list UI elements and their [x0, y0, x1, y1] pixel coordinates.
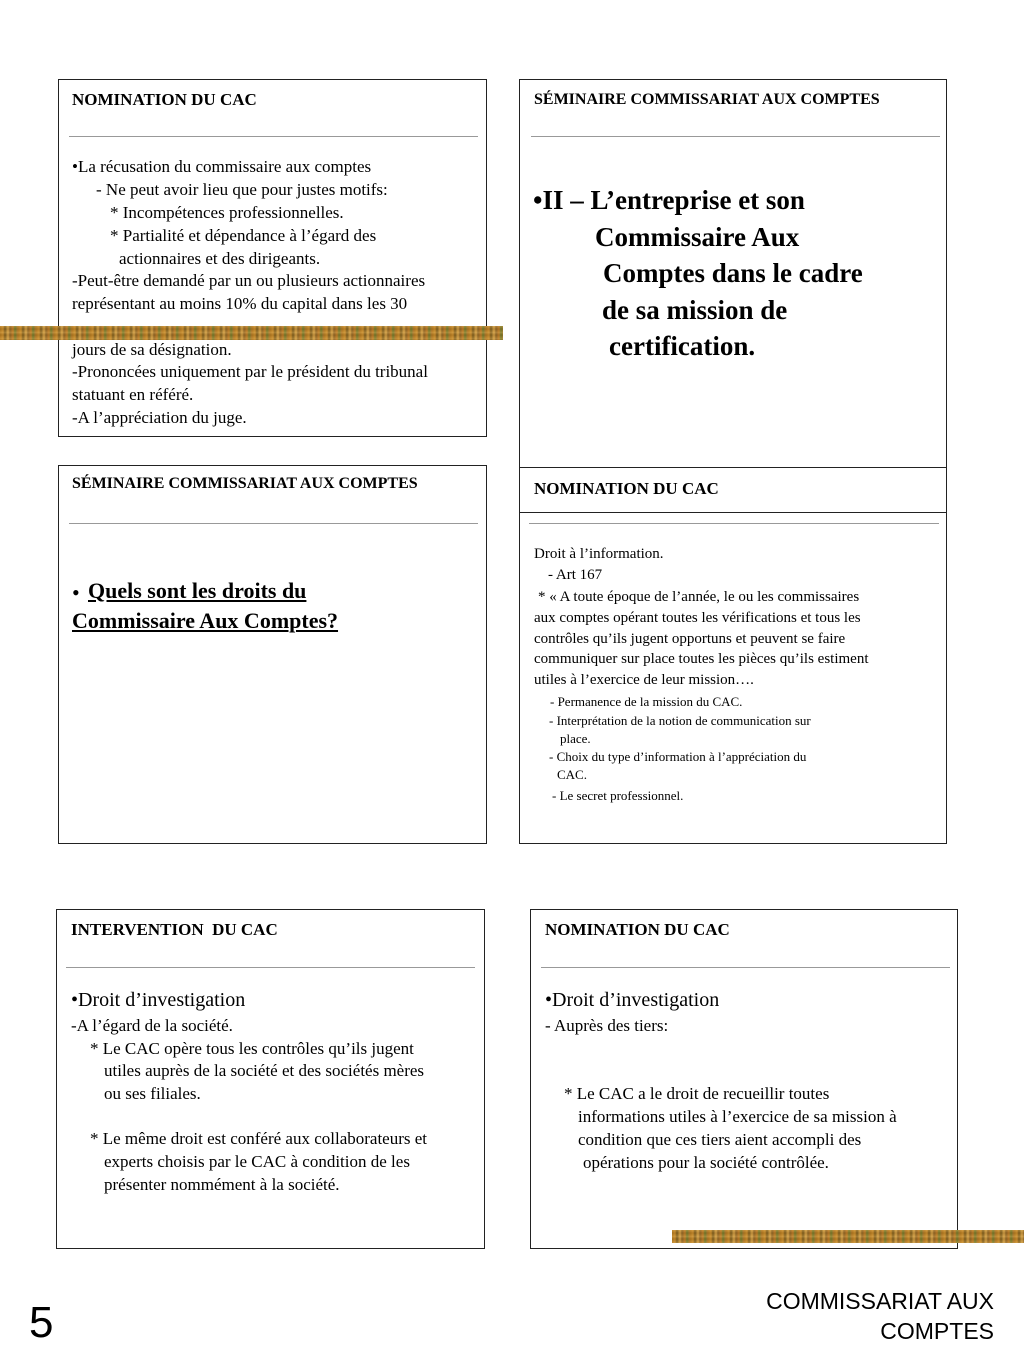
bullet-glyph: •	[72, 580, 80, 605]
slide-nomination-information	[519, 467, 947, 844]
slide-text-line: présenter nommément à la société.	[104, 1175, 340, 1194]
title-divider	[541, 967, 950, 968]
title-divider	[69, 136, 478, 137]
slide-heading-line: de sa mission de	[602, 295, 788, 325]
slide-text-line: * Le même droit est conféré aux collaborateurs et	[90, 1129, 428, 1148]
slide-text-line: -Prononcées uniquement par le président du tribunal	[72, 362, 428, 381]
title-frame-line	[520, 512, 946, 513]
title-divider	[66, 967, 475, 968]
title-divider	[529, 523, 939, 524]
decorative-band-right	[672, 1230, 1024, 1243]
footer-title-line2: COMPTES	[880, 1318, 994, 1344]
slide-text-line: utiles à l’exercice de leur mission….	[534, 672, 754, 688]
slide-subheading: •Droit d’investigation	[71, 989, 246, 1011]
slide-text-line: place.	[560, 731, 591, 746]
slide-text-line: condition que ces tiers aient accompli des	[578, 1130, 862, 1149]
slide-text-line: * Le CAC opère tous les contrôles qu’ils jugent	[90, 1039, 414, 1058]
title-divider	[69, 523, 478, 524]
slide-text-line: aux comptes opérant toutes les vérifications et tous les	[534, 610, 861, 626]
slide-subheading: •Droit d’investigation	[545, 989, 720, 1011]
slide-heading-line: certification.	[609, 331, 756, 361]
slide-text-line: * « A toute époque de l’année, le ou les commissaires	[538, 589, 860, 605]
slide-text-line: - Permanence de la mission du CAC.	[550, 694, 743, 709]
slide-text-line: représentant au moins 10% du capital dans les 30	[72, 294, 408, 313]
slide-text-line: * Partialité et dépendance à l’égard des	[110, 226, 377, 245]
slide-text-line: Droit à l’information.	[534, 546, 664, 562]
decorative-band-left	[0, 326, 503, 340]
slide-text-line: opérations pour la société contrôlée.	[583, 1153, 829, 1172]
slide-nomination-recusation	[58, 79, 487, 437]
slide-text-line: communiquer sur place toutes les pièces qu’ils estiment	[534, 651, 869, 667]
slide-text-line: - Art 167	[548, 567, 603, 583]
slide-text-line: -A l’appréciation du juge.	[72, 408, 247, 427]
slide-text-line: CAC.	[557, 767, 587, 782]
slide-text-line: actionnaires et des dirigeants.	[119, 249, 321, 268]
question-line: Quels sont les droits du	[88, 578, 307, 603]
slide-text-line: - Le secret professionnel.	[552, 788, 684, 803]
slide-text-line: contrôles qu’ils jugent opportuns et peuvent se faire	[534, 631, 846, 647]
slide-text-line: informations utiles à l’exercice de sa mission à	[578, 1107, 897, 1126]
footer-title-line1: COMMISSARIAT AUX	[766, 1288, 994, 1314]
slide-title: SÉMINAIRE COMMISSARIAT AUX COMPTES	[72, 475, 418, 492]
slide-intervention-investigation	[56, 909, 485, 1249]
slide-title: NOMINATION DU CAC	[72, 90, 257, 109]
slide-text-line: statuant en référé.	[72, 385, 194, 404]
slide-text-line: -A l’égard de la société.	[71, 1016, 233, 1035]
slide-text-line: -Peut-être demandé par un ou plusieurs actionnaires	[72, 271, 426, 290]
slide-heading-line: •II – L’entreprise et son	[533, 185, 805, 215]
slide-text-line: - Interprétation de la notion de communication sur	[549, 713, 811, 728]
slide-seminaire-droits	[58, 465, 487, 844]
slide-text-line: * Le CAC a le droit de recueillir toutes	[564, 1084, 830, 1103]
slide-title: NOMINATION DU CAC	[534, 479, 719, 498]
slide-title: SÉMINAIRE COMMISSARIAT AUX COMPTES	[534, 91, 880, 108]
slide-text-line: •La récusation du commissaire aux comptes	[72, 157, 372, 176]
slide-text-line: * Incompétences professionnelles.	[110, 203, 344, 222]
slide-heading-line: Commissaire Aux	[595, 222, 800, 252]
slide-heading-line: Comptes dans le cadre	[603, 258, 863, 288]
page-number: 5	[29, 1298, 54, 1347]
slide-text-line: ou ses filiales.	[104, 1084, 201, 1103]
slide-text-line: - Auprès des tiers:	[545, 1016, 669, 1035]
slide-text-line: jours de sa désignation.	[72, 340, 232, 359]
slide-seminaire-entreprise	[519, 79, 947, 513]
slide-text-line: utiles auprès de la société et des sociétés mères	[104, 1061, 425, 1080]
slide-nomination-tiers	[530, 909, 958, 1249]
slide-text-line: - Ne peut avoir lieu que pour justes motifs:	[96, 180, 388, 199]
slide-title: NOMINATION DU CAC	[545, 920, 730, 939]
slide-text-line: experts choisis par le CAC à condition de les	[104, 1152, 410, 1171]
slide-text-line: - Choix du type d’information à l’appréciation du	[549, 749, 807, 764]
slide-title: INTERVENTION DU CAC	[71, 920, 278, 939]
title-divider	[531, 136, 940, 137]
question-line: Commissaire Aux Comptes?	[72, 608, 339, 633]
